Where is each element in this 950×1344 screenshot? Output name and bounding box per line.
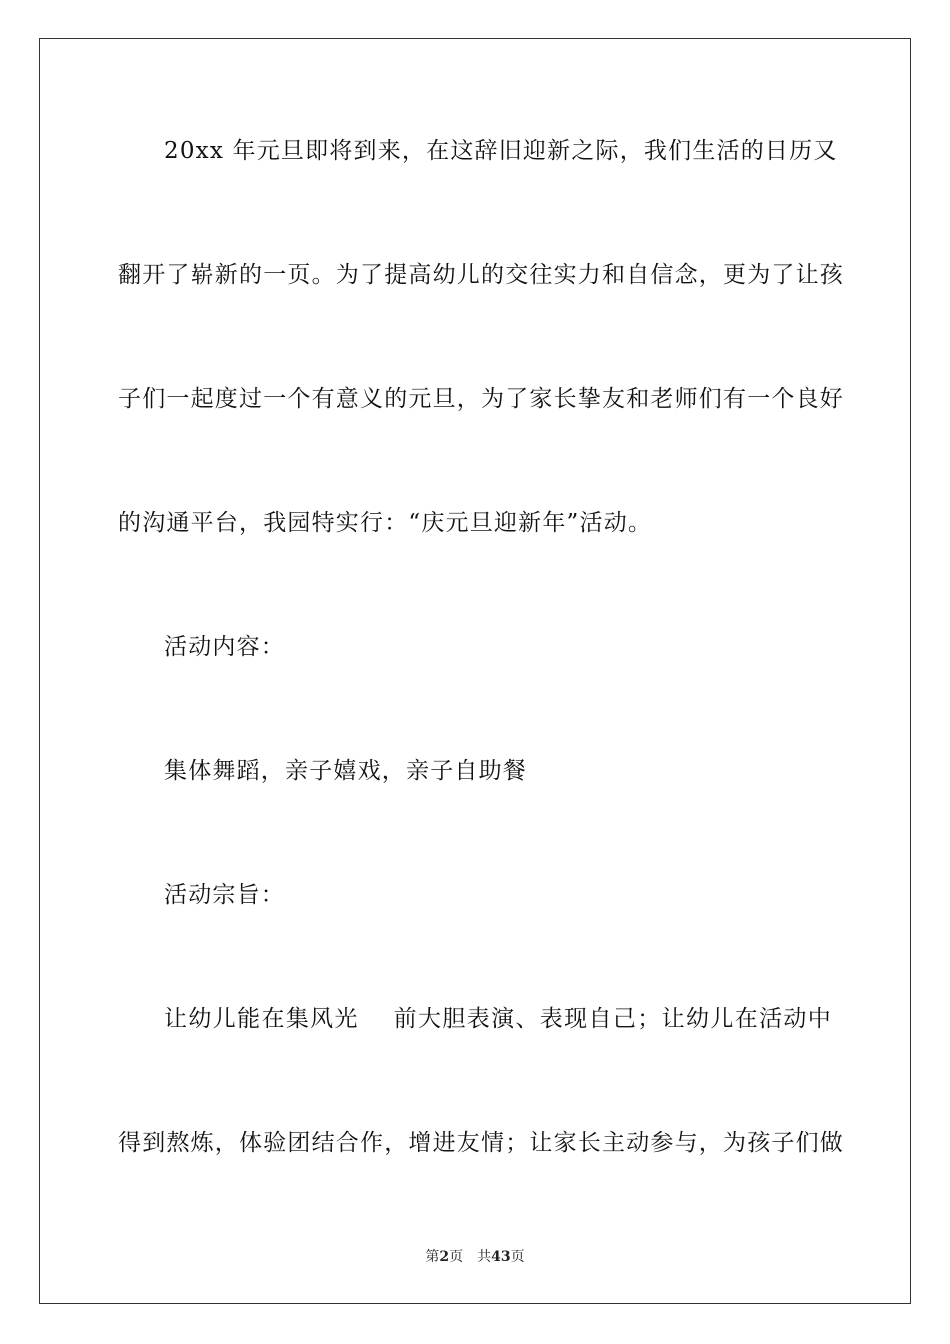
section-heading-purpose: 活动宗旨： — [164, 882, 285, 908]
page-border — [39, 38, 911, 1304]
paragraph-1-line-3: 子们一起度过一个有意义的元旦，为了家长挚友和老师们有一个良好 — [118, 386, 844, 412]
page-footer — [0, 1247, 950, 1267]
paragraph-1-line-4: 的沟通平台，我园特实行：“庆元旦迎新年”活动。 — [118, 510, 653, 536]
footer-page-suffix: 页 — [449, 1249, 464, 1265]
section-heading-content: 活动内容： — [164, 634, 285, 660]
purpose-line-1: 让幼儿能在集风光 前大胆表演、表现自己；让幼儿在活动中 — [164, 1006, 832, 1032]
content-list: 集体舞蹈，亲子嬉戏，亲子自助餐 — [164, 758, 527, 784]
footer-page-number: 2 — [439, 1249, 450, 1265]
footer-total-prefix: 共 — [477, 1249, 492, 1265]
purpose-line-2: 得到熬炼，体验团结合作，增进友情；让家长主动参与，为孩子们做 — [118, 1130, 844, 1156]
paragraph-1-line-1: 20xx 年元旦即将到来，在这辞旧迎新之际，我们生活的日历又 — [164, 138, 838, 164]
footer-total-pages: 43 — [491, 1249, 511, 1265]
footer-total-suffix: 页 — [510, 1249, 525, 1265]
paragraph-1-line-2: 翻开了崭新的一页。为了提高幼儿的交往实力和自信念，更为了让孩 — [118, 262, 844, 288]
footer-page-prefix: 第 — [425, 1249, 440, 1265]
